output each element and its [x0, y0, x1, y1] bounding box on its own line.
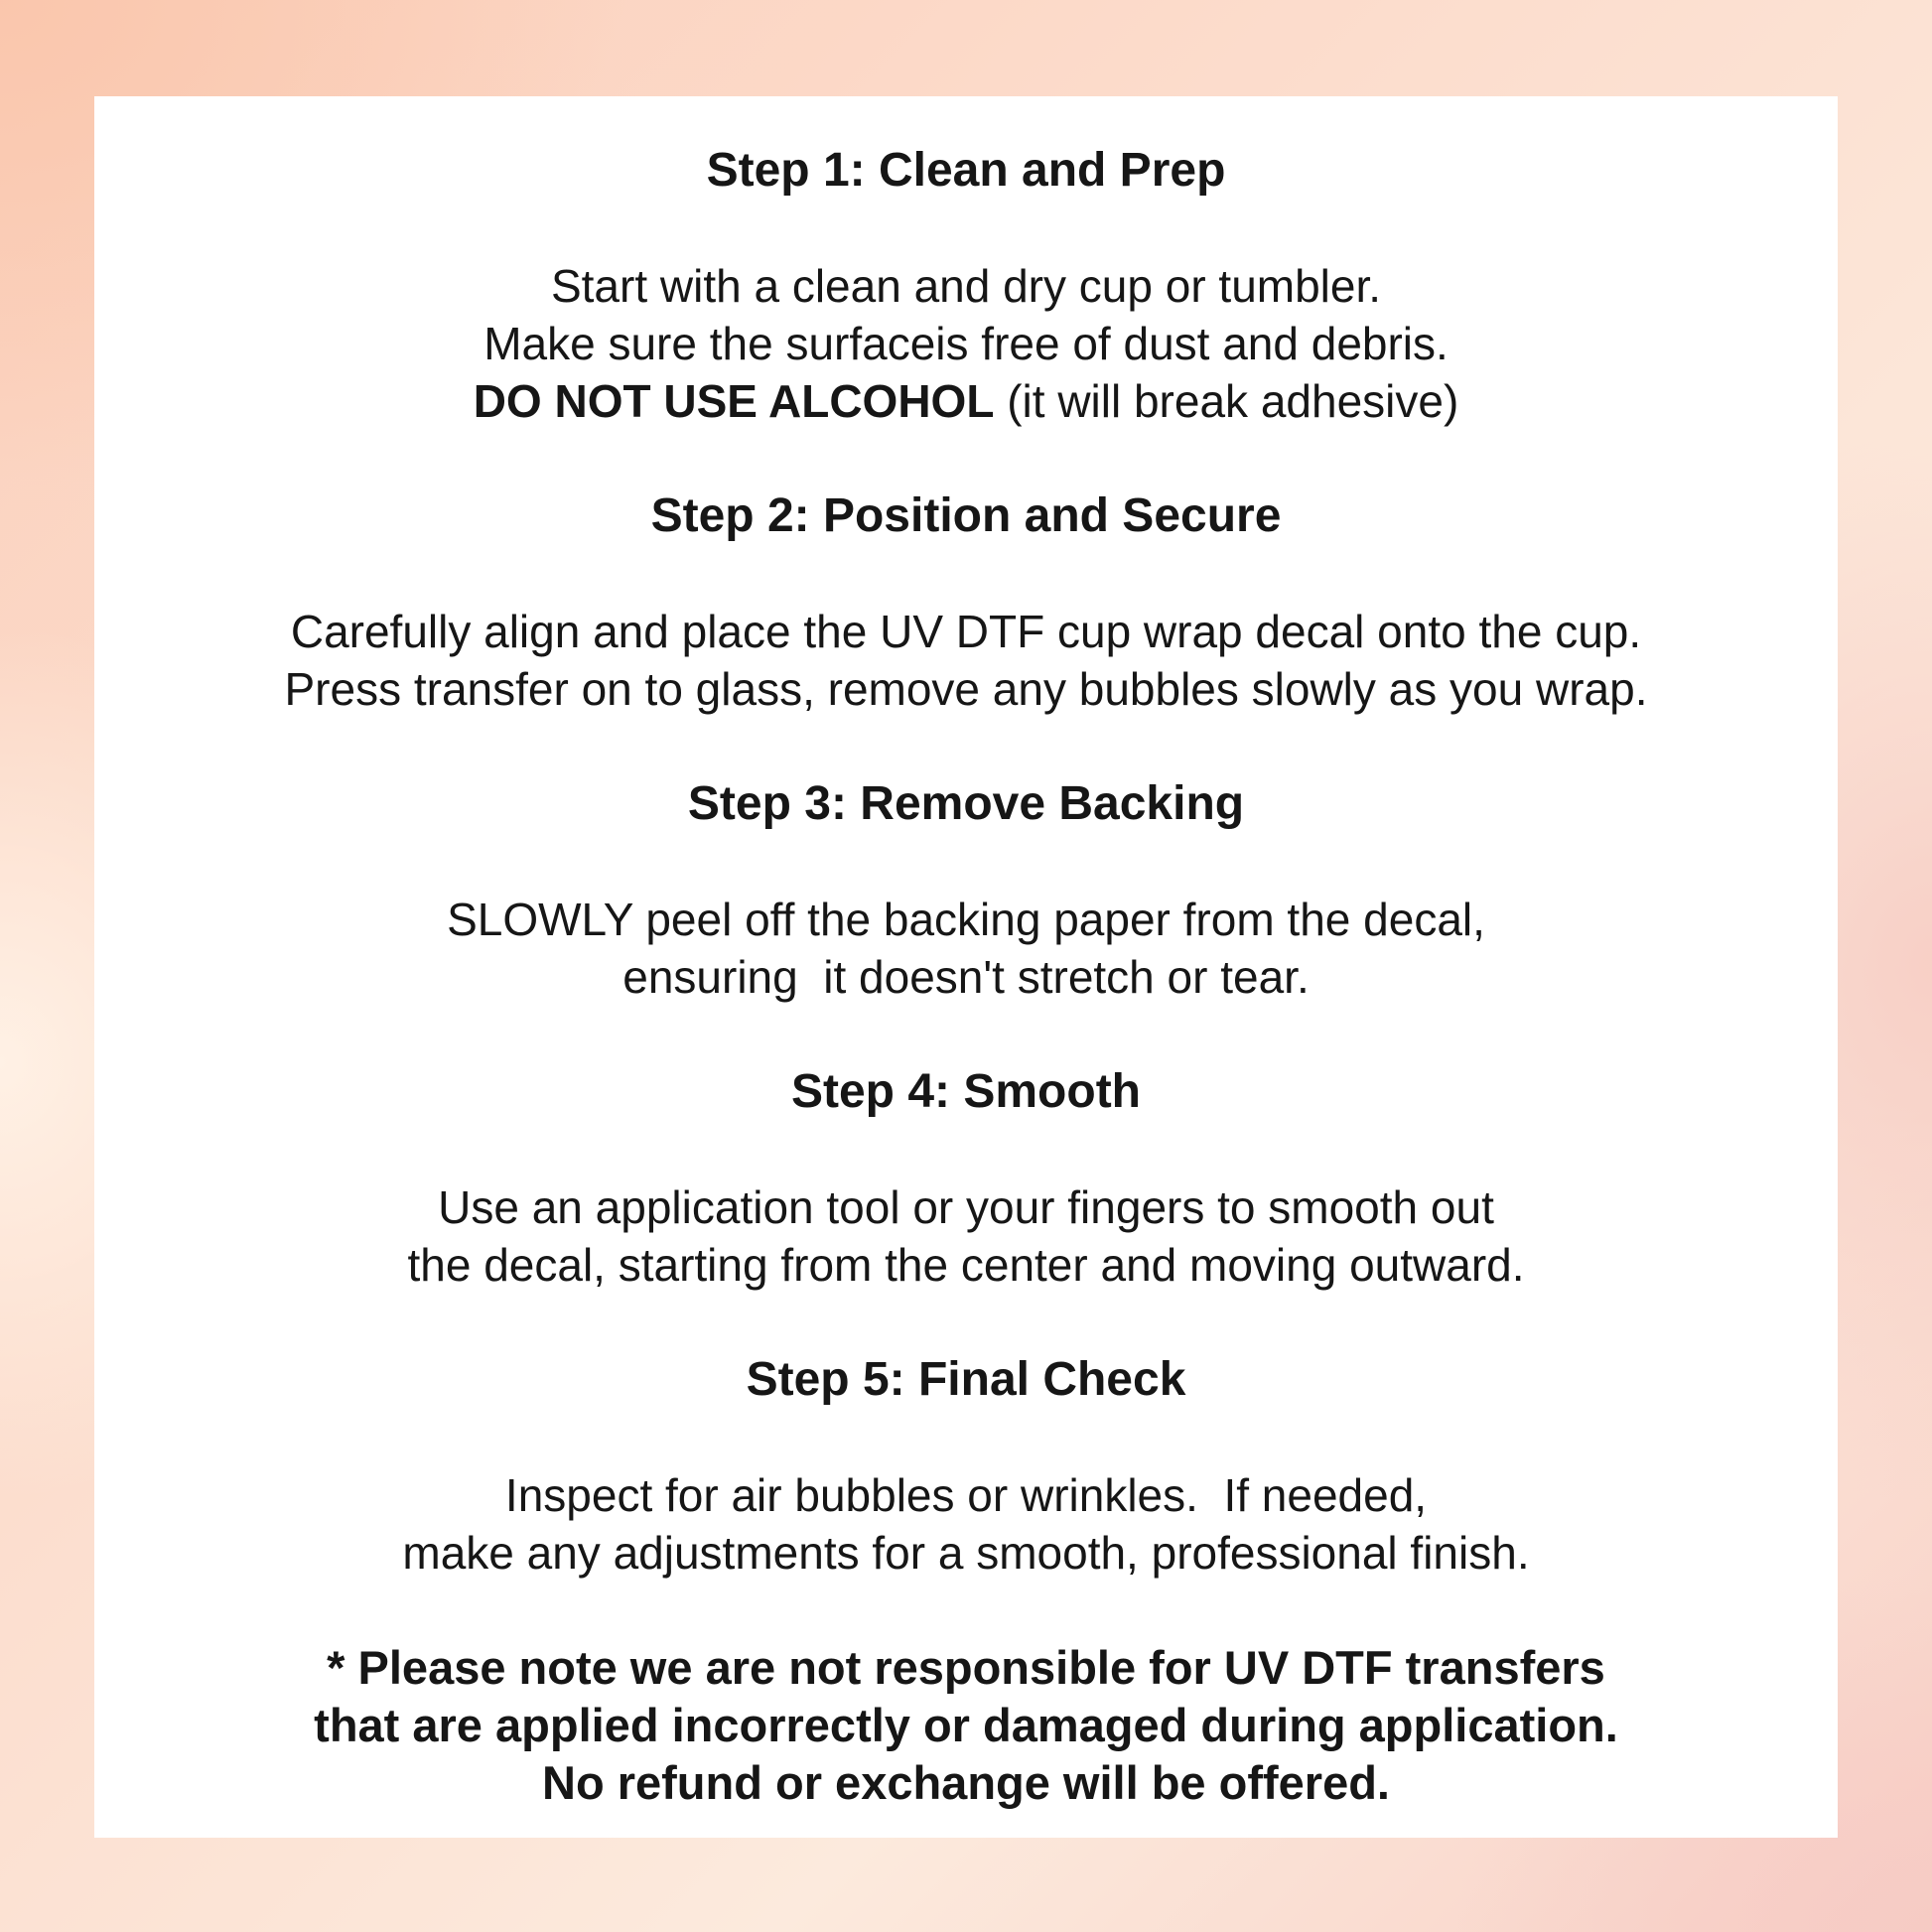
instruction-line: make any adjustments for a smooth, professional finish. — [402, 1527, 1530, 1579]
instruction-line: Carefully align and place the UV DTF cup wrap decal onto the cup. — [290, 606, 1642, 657]
step-heading: Step 5: Final Check — [746, 1353, 1186, 1406]
spacer — [94, 1409, 1838, 1466]
instruction-line: Make sure the surfaceis free of dust and debris. — [483, 318, 1449, 369]
step-heading: Step 4: Smooth — [790, 1065, 1141, 1118]
spacer — [94, 545, 1838, 603]
spacer — [94, 1294, 1838, 1351]
spacer — [94, 430, 1838, 487]
instruction-card — [94, 96, 1838, 1838]
spacer — [94, 1006, 1838, 1063]
instruction-line: Press transfer on to glass, remove any bubbles slowly as you wrap. — [284, 663, 1648, 715]
spacer — [94, 833, 1838, 891]
emphasis-text: DO NOT USE ALCOHOL — [473, 375, 995, 427]
spacer — [94, 1582, 1838, 1639]
instruction-line: Start with a clean and dry cup or tumbler. — [550, 260, 1382, 312]
spacer — [94, 1121, 1838, 1178]
instruction-line: SLOWLY peel off the backing paper from the decal, — [447, 894, 1485, 945]
instruction-line: ensuring it doesn't stretch or tear. — [622, 951, 1310, 1003]
disclaimer-line: * Please note we are not responsible for UV DTF transfers — [327, 1641, 1605, 1694]
instruction-line: Inspect for air bubbles or wrinkles. If needed, — [504, 1469, 1428, 1521]
step-heading: Step 1: Clean and Prep — [706, 144, 1226, 197]
disclaimer-line: No refund or exchange will be offered. — [542, 1756, 1390, 1809]
step-heading: Step 2: Position and Secure — [650, 489, 1282, 542]
instruction-line: the decal, starting from the center and moving outward. — [407, 1239, 1525, 1291]
spacer — [94, 200, 1838, 257]
step-heading: Step 3: Remove Backing — [687, 777, 1245, 830]
spacer — [94, 718, 1838, 775]
disclaimer-line: that are applied incorrectly or damaged during application. — [314, 1699, 1618, 1751]
regular-text: (it will break adhesive) — [994, 375, 1459, 427]
instruction-line — [94, 372, 1838, 430]
instruction-line: Use an application tool or your fingers to smooth out — [438, 1181, 1494, 1233]
